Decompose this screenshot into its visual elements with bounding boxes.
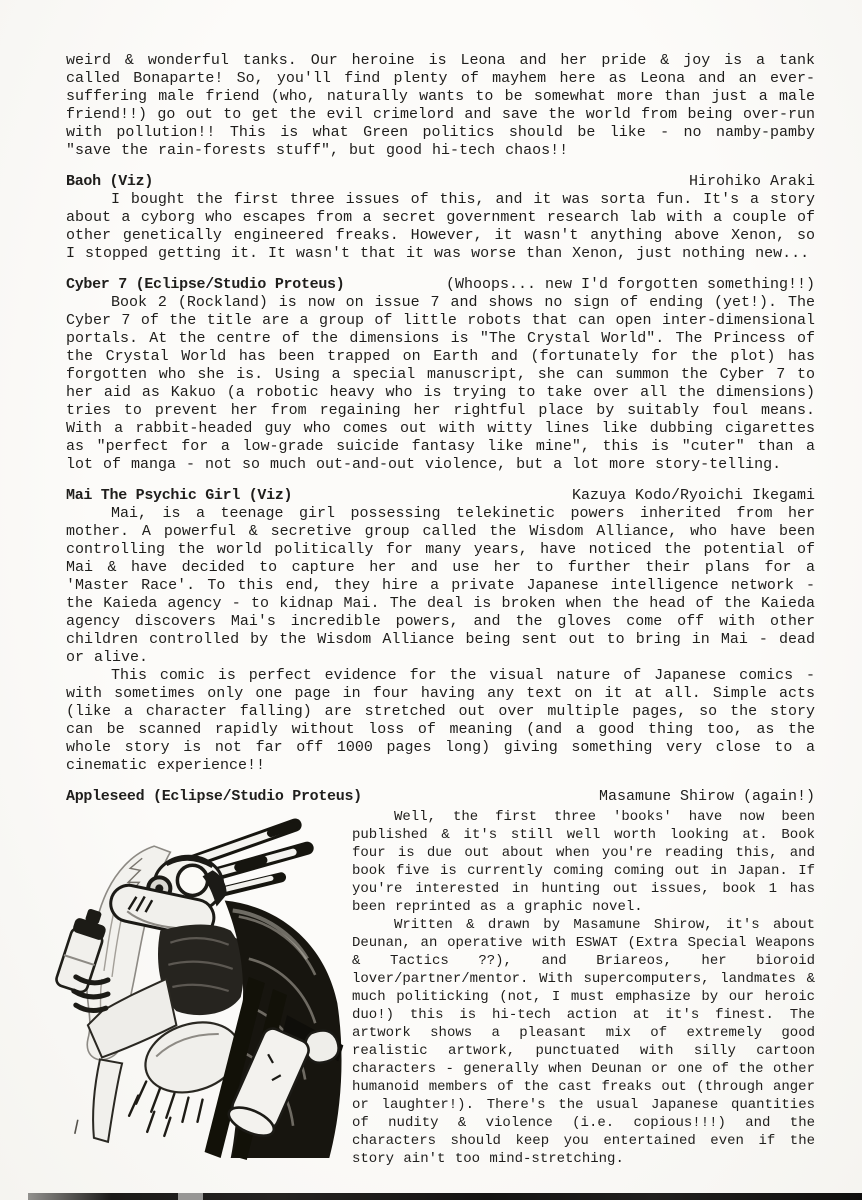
- briareos-illustration: [40, 818, 350, 1160]
- appleseed-review-text: [352, 808, 815, 1168]
- review-paragraph: Written & drawn by Masamune Shirow, it's about Deunan, an operative with ESWAT (Extra Special Weapons & Tactics ??), and Briareos, her bioroid lover/partner/mentor. With supercomputers, landmates & much politicking (not, I must emphasize by our heroic duo!) this is hi-tech action at it's finest. The artwork shows a pleasant mix of extremely good realistic artwork, punctuated with silly cartoon characters - generally when Deunan or one of the other humanoid members of the cast freaks out (through anger or laughter!). There's the usual Japanese quantities of nudity & violence (i.e. copious!!!) and the characters should keep you entertained even if the story ain't too mind-stretching.: [352, 917, 815, 1167]
- review-paragraph: Well, the first three 'books' have now been published & it's still well worth looking at. Book four is due out about when you're reading this, and book five is currently coming coming out in Japan. If you're interested in hunting out issues, book 1 has been reprinted as a graphic novel.: [352, 809, 815, 915]
- section-title: Cyber 7 (Eclipse/Studio Proteus): [66, 276, 345, 293]
- section-credit: Hirohiko Araki: [688, 173, 815, 190]
- review-paragraph: This comic is perfect evidence for the visual nature of Japanese comics - with sometimes only one page in four having any text on it at all. Simple acts (like a character falling) are stretched out over multiple pages, so the story can be scanned rapidly without loss of meaning (and a good thing too, as the whole story is not far off 1000 pages long) giving something very close to a cinematic experience!!: [66, 667, 815, 774]
- appleseed-two-column: [66, 808, 815, 1168]
- section-mai: [66, 487, 815, 775]
- intro-paragraph: weird & wonderful tanks. Our heroine is Leona and her pride & joy is a tank called Bonaparte! So, you'll find plenty of mayhem here as Leona and an ever-suffering male friend (who, naturally wants to be somewhat more than just a male friend!!) go out to get the evil crimelord and save the world from being over-run with pollution!! This is what Green politics should be like - no namby-pamby "save the rain-forests stuff", but good hi-tech chaos!!: [66, 52, 815, 159]
- section-title: Baoh (Viz): [66, 173, 154, 190]
- section-header: [66, 487, 815, 505]
- section-title: Appleseed (Eclipse/Studio Proteus): [66, 788, 362, 805]
- section-baoh: [66, 173, 815, 263]
- review-paragraph: Book 2 (Rockland) is now on issue 7 and shows no sign of ending (yet!). The Cyber 7 of the title are a group of little robots that can open inter-dimensional portals. At the centre of the dimensions is "The Crystal World". The Princess of the Crystal World has been trapped on Earth and (fortunately for the plot) has forgotten who she is. Using a special manuscript, she can summon the Cyber 7 to her aid as Kakuo (a robotic heavy who is trying to take over all the dimensions) tries to prevent her from regaining her rightful place by suitably foul means. With a rabbit-headed guy who comes out with witty lines like dubbing cigarettes as "perfect for a low-grade suicide fantasy like mine", this is "cuter" than a lot of manga - not so much out-and-out violence, but a lot more story-telling.: [66, 294, 815, 473]
- review-paragraph: I bought the first three issues of this, and it was sorta fun. It's a story about a cyborg who escapes from a secret government research lab with a couple of other genetically engineered freaks. However, it wasn't anything above Xenon, so I stopped getting it. It wasn't that it was worse than Xenon, just nothing new...: [66, 191, 815, 262]
- page-text-block: [66, 52, 815, 1168]
- section-header: [66, 173, 815, 191]
- section-appleseed: [66, 788, 815, 1168]
- scan-edge-artifact: [28, 1193, 862, 1200]
- section-header: [66, 788, 815, 806]
- section-cyber7: [66, 276, 815, 474]
- section-header: [66, 276, 815, 294]
- review-paragraph: Mai, is a teenage girl possessing telekinetic powers inherited from her mother. A powerful & secretive group called the Wisdom Alliance, who have been controlling the world politically for many years, have noticed the potential of Mai & have decided to capture her and use her to further their plans for a 'Master Race'. To this end, they hire a private Japanese intelligence network - the Kaieda agency - to kidnap Mai. The deal is broken when the head of the Kaieda agency discovers Mai's incredible powers, and the gloves come off with other children controlled by the Wisdom Alliance being sent out to bring in Mai - dead or alive.: [66, 505, 815, 666]
- section-credit: Masamune Shirow (again!): [598, 788, 815, 805]
- section-credit: Kazuya Kodo/Ryoichi Ikegami: [571, 487, 815, 504]
- section-credit: (Whoops... new I'd forgotten something!!): [445, 276, 815, 293]
- buckle-shape: [305, 1031, 338, 1063]
- section-title: Mai The Psychic Girl (Viz): [66, 487, 293, 504]
